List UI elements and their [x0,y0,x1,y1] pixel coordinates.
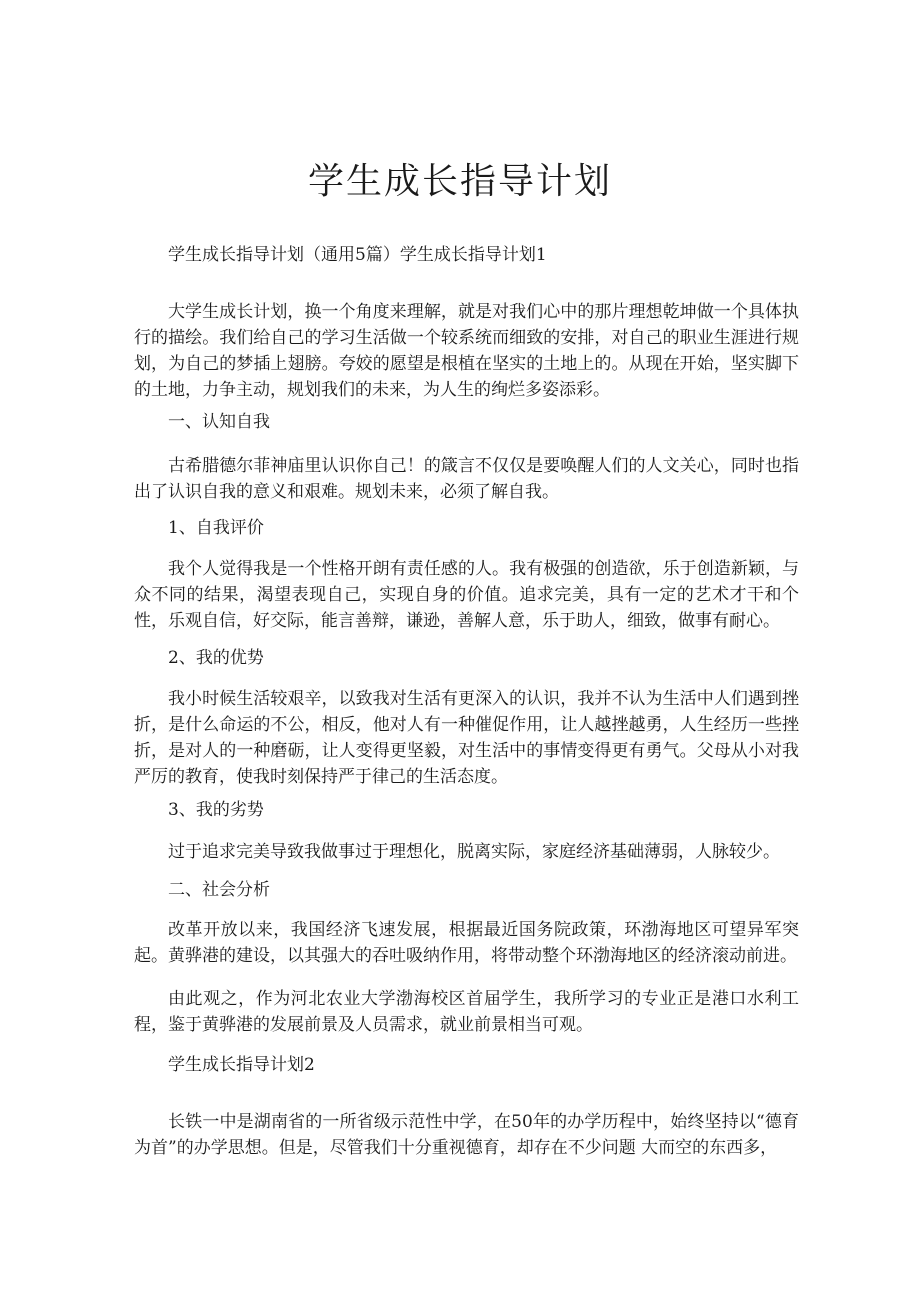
page-title: 学生成长指导计划 [307,161,612,202]
paragraph-weaknesses: 过于追求完美导致我做事过于理想化，脱离实际，家庭经济基础薄弱，人脉较少。 [168,842,780,862]
paragraph-self-evaluation: 我个人觉得我是一个性格开朗有责任感的人。我有极强的创造欲，乐于创造新颖，与众不同的结果，渴望表现自己，实现自身的价值。追求完美，具有一定的艺术才干和个性，乐观自信，好交际，能言善辩，谦逊，善解人意，乐于助人，细致，做事有耐心。 [134,559,799,631]
heading-social-analysis: 二、社会分析 [168,880,270,900]
paragraph-strengths: 我小时候生活较艰辛，以致我对生活有更深入的认识，我并不认为生活中人们遇到挫折，是什么命运的不公，相反，他对人有一种催促作用，让人越挫越勇，人生经历一些挫折，是对人的一种磨砺，让人变得更坚毅，对生活中的事情变得更有勇气。父母从小对我严厉的教育，使我时刻保持严于律己的生活态度。 [134,689,799,787]
paragraph-employment-outlook: 由此观之，作为河北农业大学渤海校区首届学生，我所学习的专业正是港口水利工程，鉴于黄骅港的发展前景及人员需求，就业前景相当可观。 [134,989,799,1035]
subtitle: 学生成长指导计划（通用5篇）学生成长指导计划1 [168,245,547,265]
heading-weaknesses: 3、我的劣势 [168,800,264,820]
heading-strengths: 2、我的优势 [168,648,264,668]
paragraph-social-analysis: 改革开放以来，我国经济飞速发展，根据最近国务院政策，环渤海地区可望异军突起。黄骅港的建设，以其强大的吞吐吸纳作用，将带动整个环渤海地区的经济滚动前进。 [134,920,799,966]
heading-self-cognition: 一、认知自我 [168,412,270,432]
paragraph-know-yourself: 古希腊德尔菲神庙里认识你自己！的箴言不仅仅是要唤醒人们的人文关心，同时也指出了认识自我的意义和艰难。规划未来，必须了解自我。 [134,456,799,502]
paragraph-plan-2-intro: 长铁一中是湖南省的一所省级示范性中学，在50年的办学历程中，始终坚持以“德育为首”的办学思想。但是，尽管我们十分重视德育，却存在不少问题 大而空的东西多， [134,1112,799,1158]
heading-plan-2: 学生成长指导计划2 [168,1055,315,1075]
paragraph-intro: 大学生成长计划，换一个角度来理解，就是对我们心中的那片理想乾坤做一个具体执行的描绘。我们给自己的学习生活做一个较系统而细致的安排，对自己的职业生涯进行规划，为自己的梦插上翅膀。夸姣的愿望是根植在坚实的土地上的。从现在开始，坚实脚下的土地，力争主动，规划我们的未来，为人生的绚烂多姿添彩。 [134,302,799,400]
heading-self-evaluation: 1、自我评价 [168,518,264,538]
